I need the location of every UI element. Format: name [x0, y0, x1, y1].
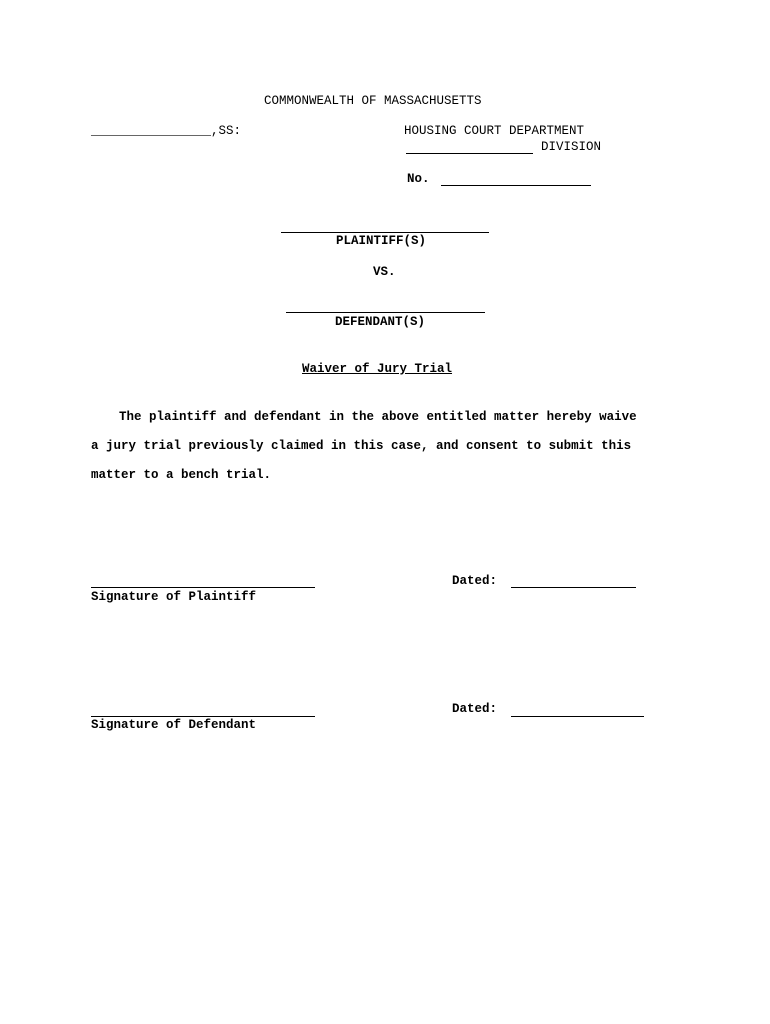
body-line-1: The plaintiff and defendant in the above entitled matter hereby waive — [119, 410, 637, 424]
ss-label: ,SS: — [211, 124, 242, 138]
plaintiff-label: PLAINTIFF(S) — [336, 234, 427, 248]
defendant-signature-line[interactable] — [91, 716, 315, 717]
vs-label: VS. — [373, 265, 396, 279]
body-line-2: a jury trial previously claimed in this case, and consent to submit this — [91, 439, 632, 453]
plaintiff-date-blank[interactable] — [511, 587, 636, 588]
defendant-signature-label: Signature of Defendant — [91, 718, 257, 732]
plaintiff-name-line[interactable] — [281, 232, 489, 233]
plaintiff-signature-label: Signature of Plaintiff — [91, 590, 257, 604]
plaintiff-signature-line[interactable] — [91, 587, 315, 588]
document-title: Waiver of Jury Trial — [302, 362, 453, 376]
body-line-3: matter to a bench trial. — [91, 468, 272, 482]
case-number-blank[interactable] — [441, 185, 591, 186]
defendant-dated-label: Dated: — [452, 702, 498, 716]
defendant-name-line[interactable] — [286, 312, 485, 313]
defendant-date-blank[interactable] — [511, 716, 644, 717]
division-label: DIVISION — [541, 140, 602, 154]
division-blank[interactable] — [406, 153, 533, 154]
county-blank[interactable]: ________________ — [91, 124, 212, 138]
plaintiff-dated-label: Dated: — [452, 574, 498, 588]
case-number-label: No. — [407, 172, 430, 186]
commonwealth-heading: COMMONWEALTH OF MASSACHUSETTS — [264, 94, 482, 108]
court-department: HOUSING COURT DEPARTMENT — [404, 124, 585, 138]
defendant-label: DEFENDANT(S) — [335, 315, 426, 329]
county-ss-line — [91, 124, 241, 138]
